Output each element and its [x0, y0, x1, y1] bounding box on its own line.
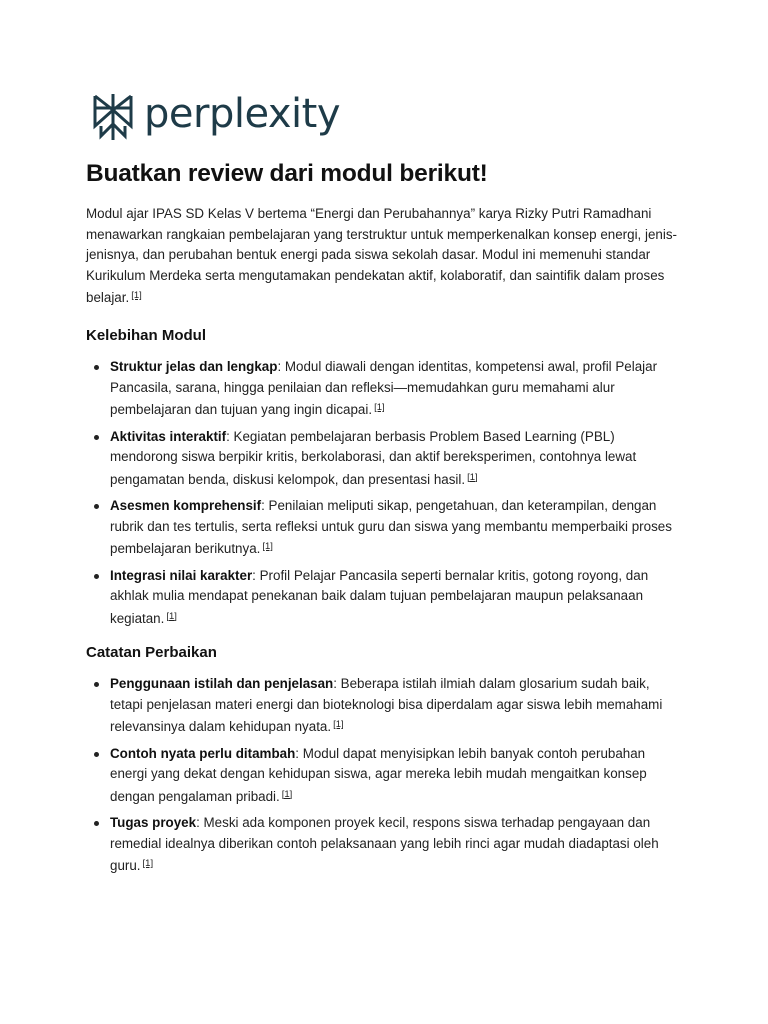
item-text: : Penilaian meliputi sikap, pengetahuan, dan keterampilan, dengan rubrik dan tes tertulis, serta refleksi untuk guru dan siswa yang membantu memperbaiki proses pembelajaran berikutnya.: [110, 498, 672, 556]
list-item: [86, 496, 686, 560]
intro-text: Modul ajar IPAS SD Kelas V bertema “Energi dan Perubahannya” karya Rizky Putri Ramadhani menawarkan rangkaian pembelajaran yang terstruktur untuk memperkenalkan konsep energi, jenis-jenisnya, dan perubahan bentuk energi pada siswa sekolah dasar. Modul ini memenuhi standar Kurikulum Merdeka serta mengutamakan pendekatan aktif, kolaboratif, dan saintifik dalam proses belajar.: [86, 206, 677, 305]
brand-name: perplexity: [144, 91, 340, 137]
item-text: : Meski ada komponen proyek kecil, respons siswa terhadap pengayaan dan remedial idealnya diberikan contoh pelaksanaan yang lebih rinci agar mudah diadaptasi oleh guru.: [110, 815, 659, 873]
citation-link[interactable]: [1]: [262, 541, 273, 552]
citation-link[interactable]: [1]: [467, 471, 478, 483]
item-term: Penggunaan istilah dan penjelasan: [110, 676, 334, 691]
strengths-heading: Kelebihan Modul: [86, 327, 206, 344]
citation-link[interactable]: [1]: [166, 610, 177, 622]
improvements-heading: Catatan Perbaikan: [86, 644, 217, 661]
list-item: [86, 357, 686, 421]
improvements-list: [86, 674, 686, 883]
citation-link[interactable]: [1]: [131, 290, 142, 301]
list-item: [86, 744, 686, 808]
item-term: Aktivitas interaktif: [110, 428, 227, 444]
strengths-list: [86, 357, 686, 635]
item-text: : Beberapa istilah ilmiah dalam glosarium sudah baik, tetapi penjelasan materi energi dan bioteknologi bisa diperdalam agar siswa lebih memahami relevansinya dalam kehidupan nyata.: [110, 676, 663, 734]
perplexity-logo: [92, 92, 340, 142]
item-text: : Modul diawali dengan identitas, kompetensi awal, profil Pelajar Pancasila, sarana, hingga penilaian dan refleksi—memudahkan guru memahami alur pembelajaran dan tujuan yang ingin dicapai.: [110, 359, 658, 417]
citation-link[interactable]: [1]: [281, 788, 293, 800]
list-item: [86, 674, 686, 738]
list-item: [86, 566, 686, 630]
item-term: Asesmen komprehensif: [110, 498, 262, 513]
citation-link[interactable]: [1]: [142, 858, 154, 869]
perplexity-logo-icon: [92, 92, 134, 142]
item-term: Contoh nyata perlu ditambah: [110, 745, 296, 761]
list-item: [86, 427, 686, 491]
list-item: [86, 813, 686, 877]
page-title: Buatkan review dari modul berikut!: [86, 160, 488, 187]
citation-link[interactable]: [1]: [374, 402, 385, 413]
item-term: Integrasi nilai karakter: [110, 567, 253, 583]
item-term: Struktur jelas dan lengkap: [110, 359, 278, 374]
item-text: : Modul dapat menyisipkan lebih banyak contoh perubahan energi yang dekat dengan kehidupan siswa, agar mereka lebih mudah mengaitkan konsep dengan pengalaman pribadi.: [110, 745, 647, 804]
item-text: : Profil Pelajar Pancasila seperti bernalar kritis, gotong royong, dan akhlak mulia mendapat penekanan baik dalam tujuan pembelajaran maupun pelaksanaan kegiatan.: [110, 567, 649, 626]
item-text: : Kegiatan pembelajaran berbasis Problem Based Learning (PBL) mendorong siswa berpikir kritis, berkolaborasi, dan aktif bereksperimen, contohnya lewat pengamatan benda, diskusi kelompok, dan presentasi hasil.: [110, 428, 637, 487]
citation-link[interactable]: [1]: [333, 719, 344, 730]
item-term: Tugas proyek: [110, 815, 197, 830]
intro-paragraph: [86, 204, 686, 309]
